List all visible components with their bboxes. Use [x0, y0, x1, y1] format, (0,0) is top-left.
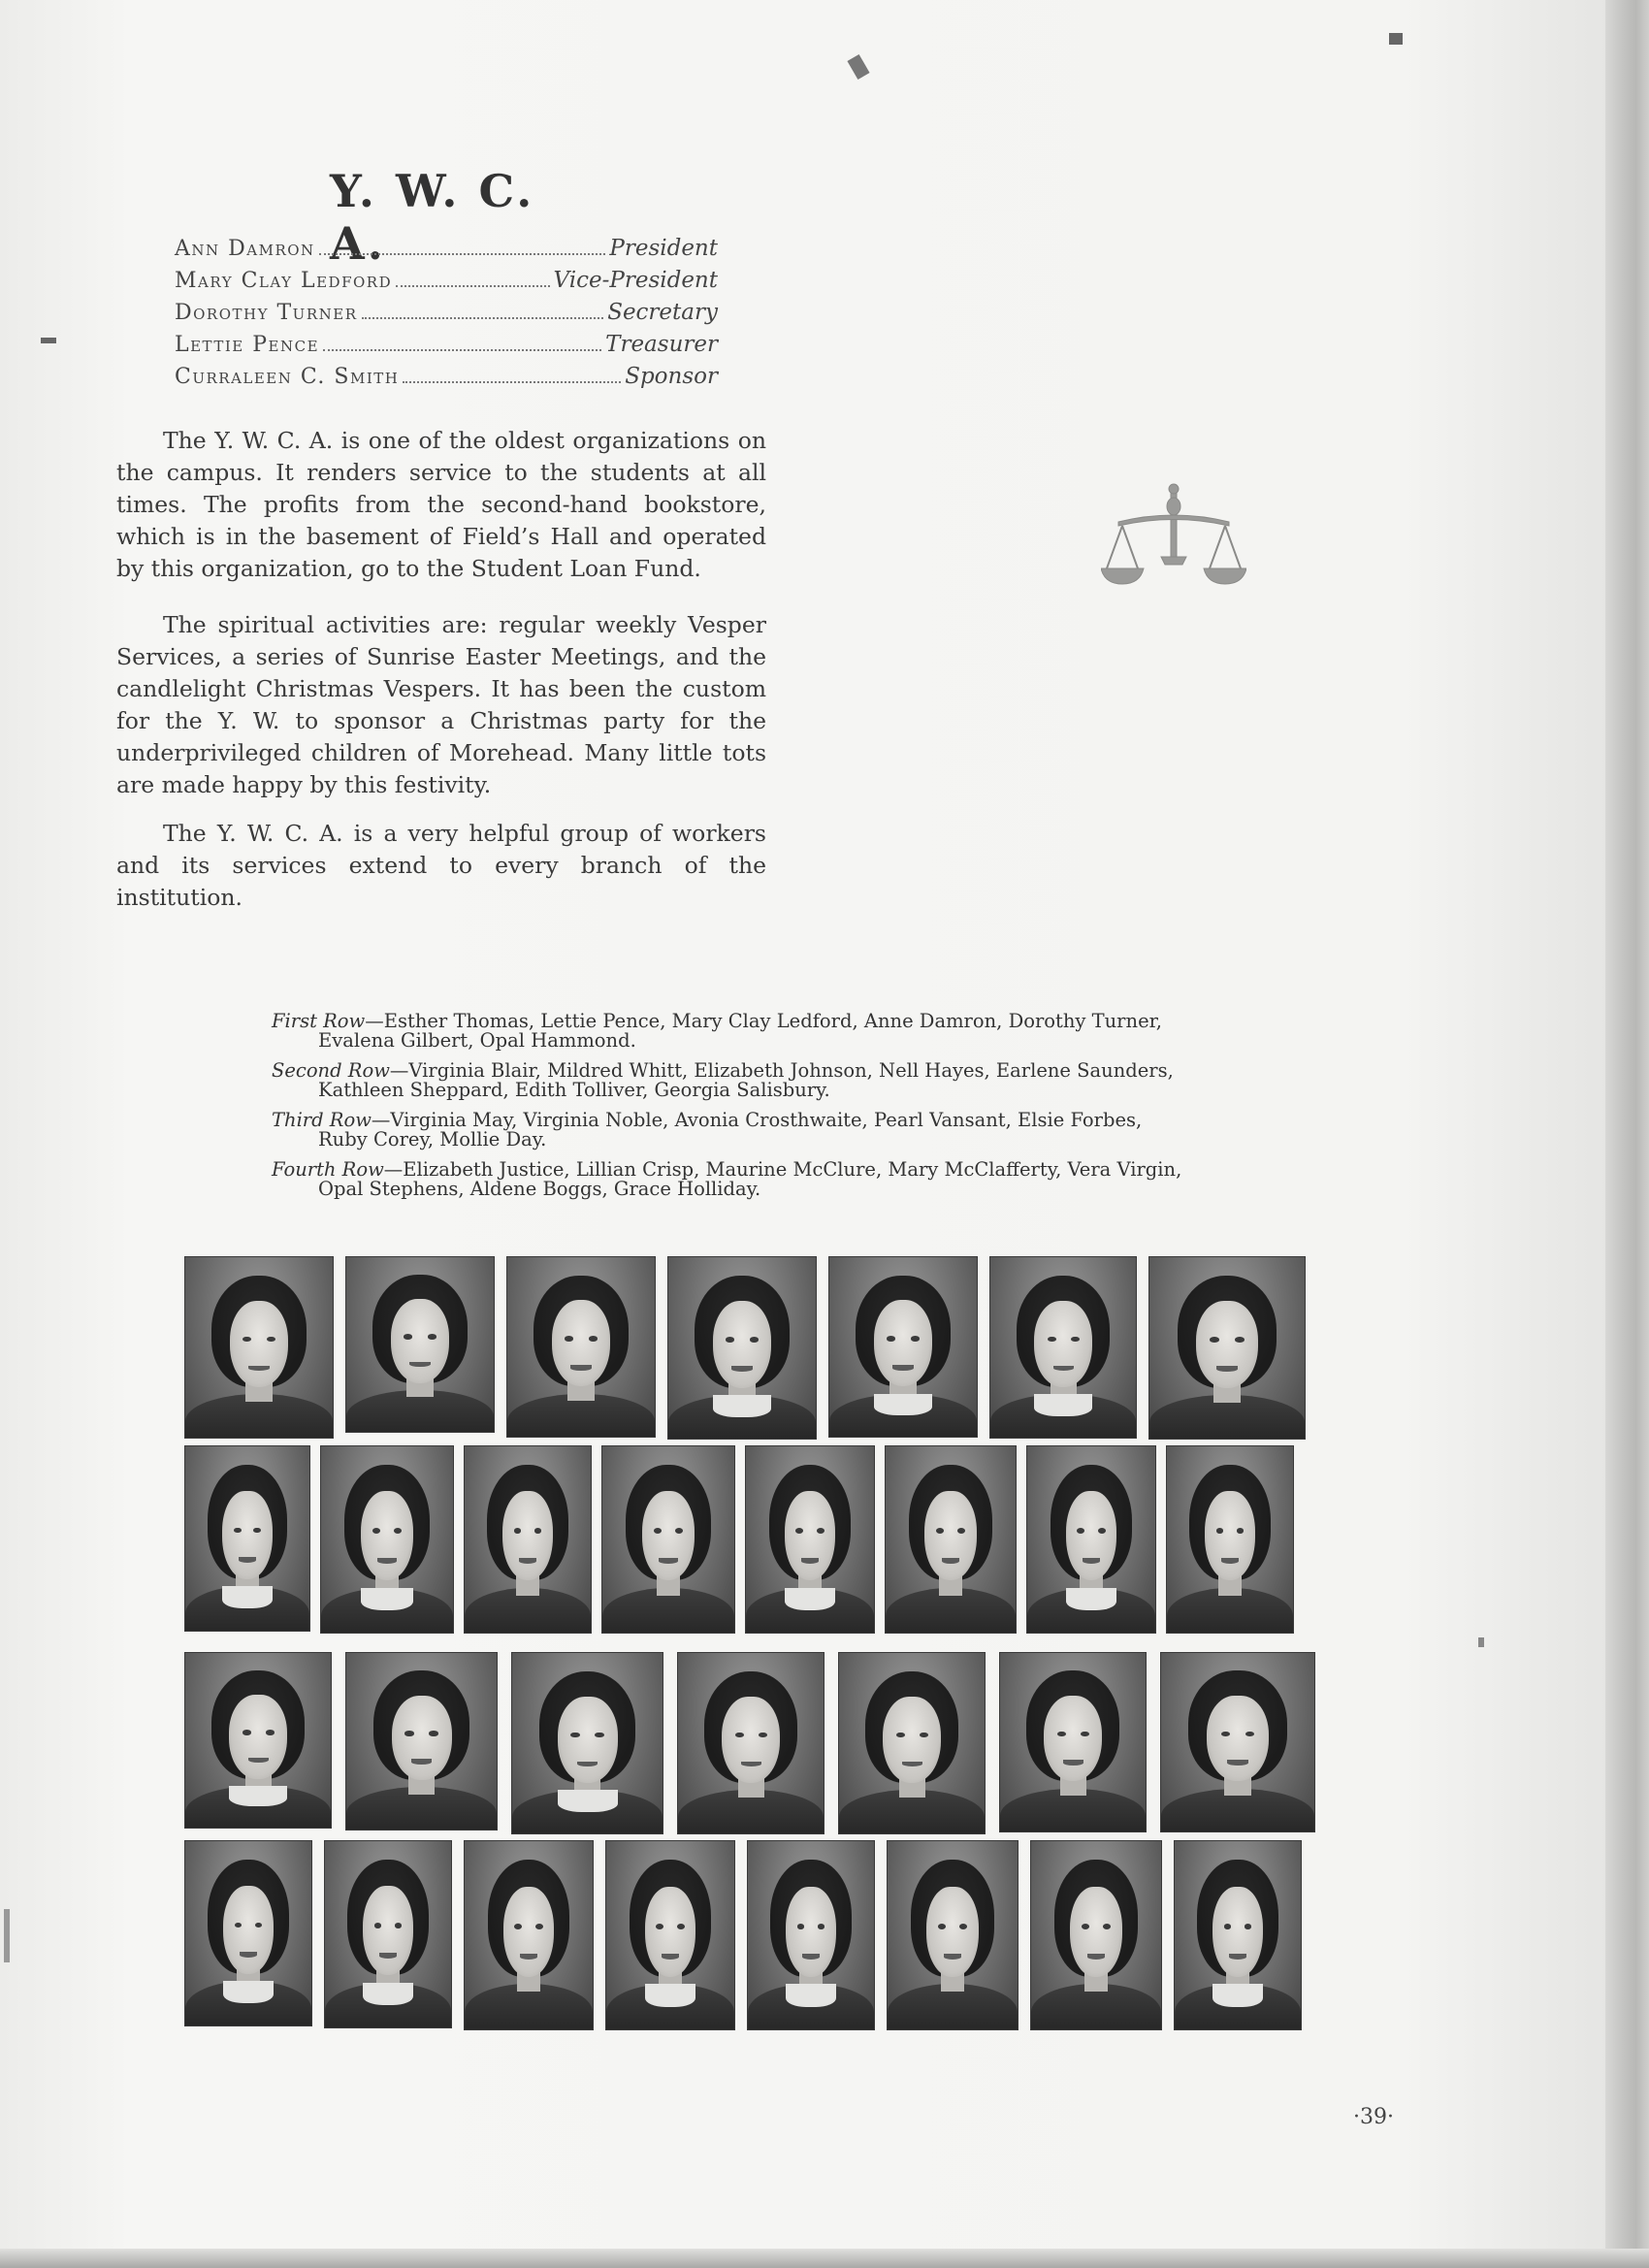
portrait-photo: [989, 1256, 1137, 1439]
portrait-photo: [1174, 1840, 1302, 2030]
caption-row-label: Fourth Row: [272, 1158, 384, 1181]
officer-name: Dorothy Turner: [175, 301, 358, 325]
body-paragraph: The Y. W. C. A. is one of the oldest organizations on the campus. It renders service to the students at all times. The profits from the second-hand bookstore, which is in the basement of Field’s Hall and operated by this organization, go to the Student Loan Fund.: [116, 427, 766, 582]
caption-row-names: Virginia Blair, Mildred Whitt, Elizabeth Johnson, Nell Hayes, Earlene Saunders,: [408, 1059, 1174, 1082]
portrait-photo: [745, 1445, 875, 1634]
caption-row-names: Esther Thomas, Lettie Pence, Mary Clay Ledford, Anne Damron, Dorothy Turner,: [383, 1010, 1162, 1032]
page-title: Y. W. C. A.: [330, 165, 535, 270]
portrait-photo: [345, 1652, 498, 1831]
officer-row: [175, 364, 718, 396]
caption-row-names-cont: Kathleen Sheppard, Edith Tolliver, Georgia Salisbury.: [318, 1079, 830, 1101]
leader-dots: [362, 304, 604, 319]
scan-speck: [4, 1909, 10, 1962]
portrait-photo: [605, 1840, 735, 2030]
portrait-photo: [184, 1256, 334, 1439]
officer-title: President: [609, 236, 718, 261]
portrait-photo: [324, 1840, 452, 2028]
leader-dots: [319, 240, 606, 255]
portrait-photo: [828, 1256, 978, 1438]
caption-row: Second Row—Virginia Blair, Mildred Whitt, Elizabeth Johnson, Nell Hayes, Earlene Saunders, Kathleen Sheppard, Edith Tolliver, Georgia Salisbury.: [272, 1061, 1242, 1100]
caption-row: Fourth Row—Elizabeth Justice, Lillian Crisp, Maurine McClure, Mary McClafferty, Vera Virgin, Opal Stephens, Aldene Boggs, Grace Holliday.: [272, 1160, 1242, 1199]
book-spine-edge: [1605, 0, 1649, 2268]
portrait-photo: [1160, 1652, 1315, 1832]
portrait-photo: [464, 1840, 594, 2030]
caption-row-names-cont: Evalena Gilbert, Opal Hammond.: [318, 1029, 636, 1052]
officer-row: [175, 236, 718, 268]
officer-name: Ann Damron: [175, 237, 315, 261]
portrait-photo: [184, 1445, 310, 1632]
caption-row: Third Row—Virginia May, Virginia Noble, Avonia Crosthwaite, Pearl Vansant, Elsie Forbes, Ruby Corey, Mollie Day.: [272, 1111, 1242, 1150]
officer-title: Sponsor: [625, 364, 718, 389]
portrait-photo: [184, 1840, 312, 2026]
officer-title: Treasurer: [605, 332, 718, 357]
portrait-photo: [677, 1652, 824, 1834]
page-number: ·39·: [1353, 2105, 1394, 2129]
caption-row-names: Elizabeth Justice, Lillian Crisp, Maurine McClure, Mary McClafferty, Vera Virgin,: [403, 1158, 1182, 1181]
portrait-photo: [885, 1445, 1017, 1634]
officer-row: [175, 268, 718, 300]
scan-speck: [41, 338, 56, 343]
leader-dots: [396, 272, 549, 287]
officer-name: Curraleen C. Smith: [175, 365, 400, 389]
scales-of-justice-icon: [1101, 483, 1246, 599]
officers-list: [175, 236, 718, 396]
officer-row: [175, 332, 718, 364]
portrait-photo: [506, 1256, 656, 1438]
portrait-photo: [1148, 1256, 1306, 1440]
page-bottom-edge: [0, 2249, 1649, 2268]
scan-speck: [1389, 33, 1403, 45]
scan-speck: [1478, 1637, 1484, 1647]
portrait-row-4: [184, 1840, 1302, 2030]
portrait-row-2: [184, 1445, 1294, 1634]
body-paragraph: The Y. W. C. A. is a very helpful group of workers and its services extend to every branch of the institution.: [116, 820, 766, 911]
officer-title: Secretary: [607, 300, 718, 325]
officer-row: [175, 300, 718, 332]
portrait-photo: [601, 1445, 735, 1634]
officer-title: Vice-President: [553, 268, 718, 293]
portrait-photo: [1026, 1445, 1156, 1634]
portrait-photo: [345, 1256, 495, 1433]
caption-row-label: First Row: [272, 1010, 366, 1032]
caption-row-names-cont: Opal Stephens, Aldene Boggs, Grace Holliday.: [318, 1178, 761, 1200]
caption-row-label: Third Row: [272, 1109, 372, 1131]
portrait-photo: [320, 1445, 454, 1634]
portrait-photo: [667, 1256, 817, 1440]
portrait-photo: [464, 1445, 592, 1634]
portrait-row-1: [184, 1256, 1306, 1440]
portrait-photo: [838, 1652, 986, 1834]
body-paragraph: The spiritual activities are: regular weekly Vesper Services, a series of Sunrise Easter Meetings, and the candlelight Christmas Vespers. It has been the custom for the Y. W. to sponsor a Christmas party for the underprivileged children of Morehead. Many little tots are made happy by this festivity.: [116, 611, 766, 798]
portrait-photo: [184, 1652, 332, 1829]
caption-row-names-cont: Ruby Corey, Mollie Day.: [318, 1128, 547, 1150]
portrait-photo: [999, 1652, 1147, 1832]
portrait-photo: [1030, 1840, 1162, 2030]
officer-name: Mary Clay Ledford: [175, 269, 393, 293]
caption-row-names: Virginia May, Virginia Noble, Avonia Crosthwaite, Pearl Vansant, Elsie Forbes,: [390, 1109, 1143, 1131]
portrait-row-3: [184, 1652, 1315, 1834]
portrait-photo: [1166, 1445, 1294, 1634]
portrait-photo: [747, 1840, 875, 2030]
leader-dots: [403, 368, 621, 383]
caption-row-label: Second Row: [272, 1059, 390, 1082]
photo-caption: [272, 1012, 1242, 1210]
portrait-photo: [511, 1652, 663, 1834]
leader-dots: [323, 336, 601, 351]
portrait-photo: [887, 1840, 1018, 2030]
officer-name: Lettie Pence: [175, 333, 320, 357]
caption-row: First Row—Esther Thomas, Lettie Pence, Mary Clay Ledford, Anne Damron, Dorothy Turner, Evalena Gilbert, Opal Hammond.: [272, 1012, 1242, 1051]
